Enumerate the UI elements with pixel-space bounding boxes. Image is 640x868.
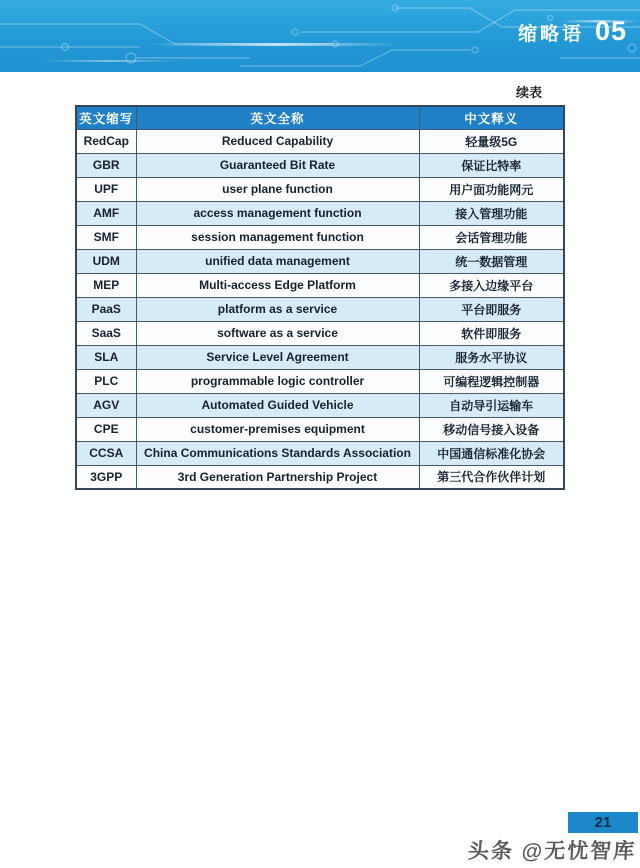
full-name-cell: China Communications Standards Association [136, 441, 419, 465]
chinese-meaning-cell: 接入管理功能 [419, 201, 564, 225]
chinese-meaning-cell: 用户面功能网元 [419, 177, 564, 201]
column-header: 英文全称 [136, 106, 419, 129]
chinese-meaning-cell: 第三代合作伙伴计划 [419, 465, 564, 489]
abbreviation-cell: AMF [76, 201, 136, 225]
table-header-row [76, 106, 564, 129]
chinese-meaning-cell: 多接入边缘平台 [419, 273, 564, 297]
table-continuation-note: 续表 [515, 85, 542, 100]
chinese-meaning-cell: 可编程逻辑控制器 [419, 369, 564, 393]
chinese-meaning-cell: 软件即服务 [419, 321, 564, 345]
chinese-meaning-cell: 会话管理功能 [419, 225, 564, 249]
section-number: 05 [594, 16, 627, 46]
full-name-cell: unified data management [136, 249, 419, 273]
table-row [76, 345, 564, 369]
abbreviation-cell: PLC [76, 369, 136, 393]
abbreviation-cell: GBR [76, 153, 136, 177]
full-name-cell: software as a service [136, 321, 419, 345]
chinese-meaning-cell: 服务水平协议 [419, 345, 564, 369]
table-row [76, 249, 564, 273]
table-row [76, 321, 564, 345]
full-name-cell: customer-premises equipment [136, 417, 419, 441]
table-row [76, 441, 564, 465]
table-row [76, 201, 564, 225]
watermark: 头条 @无忧智库 [467, 840, 637, 863]
table-row [76, 273, 564, 297]
full-name-cell: Reduced Capability [136, 129, 419, 153]
column-header: 中文释义 [419, 106, 564, 129]
abbreviation-cell: SaaS [76, 321, 136, 345]
chinese-meaning-cell: 中国通信标准化协会 [419, 441, 564, 465]
full-name-cell: Multi-access Edge Platform [136, 273, 419, 297]
abbreviation-table [75, 105, 565, 490]
abbreviation-cell: UPF [76, 177, 136, 201]
table-row [76, 393, 564, 417]
chinese-meaning-cell: 移动信号接入设备 [419, 417, 564, 441]
full-name-cell: Guaranteed Bit Rate [136, 153, 419, 177]
page-header-banner [0, 0, 640, 72]
abbreviation-cell: SLA [76, 345, 136, 369]
abbreviation-cell: 3GPP [76, 465, 136, 489]
table-area [75, 85, 563, 490]
column-header: 英文缩写 [76, 106, 136, 129]
section-title-text: 缩略语 [517, 24, 584, 45]
full-name-cell: programmable logic controller [136, 369, 419, 393]
section-title [518, 0, 627, 62]
abbreviation-cell: CCSA [76, 441, 136, 465]
table-row [76, 177, 564, 201]
chinese-meaning-cell: 保证比特率 [419, 153, 564, 177]
chinese-meaning-cell: 自动导引运输车 [419, 393, 564, 417]
table-row [76, 297, 564, 321]
abbreviation-cell: SMF [76, 225, 136, 249]
table-row [76, 225, 564, 249]
abbreviation-cell: PaaS [76, 297, 136, 321]
abbreviation-cell: CPE [76, 417, 136, 441]
chinese-meaning-cell: 统一数据管理 [419, 249, 564, 273]
full-name-cell: 3rd Generation Partnership Project [136, 465, 419, 489]
full-name-cell: access management function [136, 201, 419, 225]
abbreviation-cell: AGV [76, 393, 136, 417]
full-name-cell: platform as a service [136, 297, 419, 321]
chinese-meaning-cell: 平台即服务 [419, 297, 564, 321]
full-name-cell: session management function [136, 225, 419, 249]
full-name-cell: user plane function [136, 177, 419, 201]
full-name-cell: Service Level Agreement [136, 345, 419, 369]
table-row [76, 153, 564, 177]
table-row [76, 129, 564, 153]
table-row [76, 369, 564, 393]
table-row [76, 417, 564, 441]
chinese-meaning-cell: 轻量级5G [419, 129, 564, 153]
abbreviation-cell: UDM [76, 249, 136, 273]
page-number: 21 [594, 814, 612, 831]
table-row [76, 465, 564, 489]
abbreviation-cell: RedCap [76, 129, 136, 153]
abbreviation-cell: MEP [76, 273, 136, 297]
page-number-badge [568, 812, 638, 833]
full-name-cell: Automated Guided Vehicle [136, 393, 419, 417]
